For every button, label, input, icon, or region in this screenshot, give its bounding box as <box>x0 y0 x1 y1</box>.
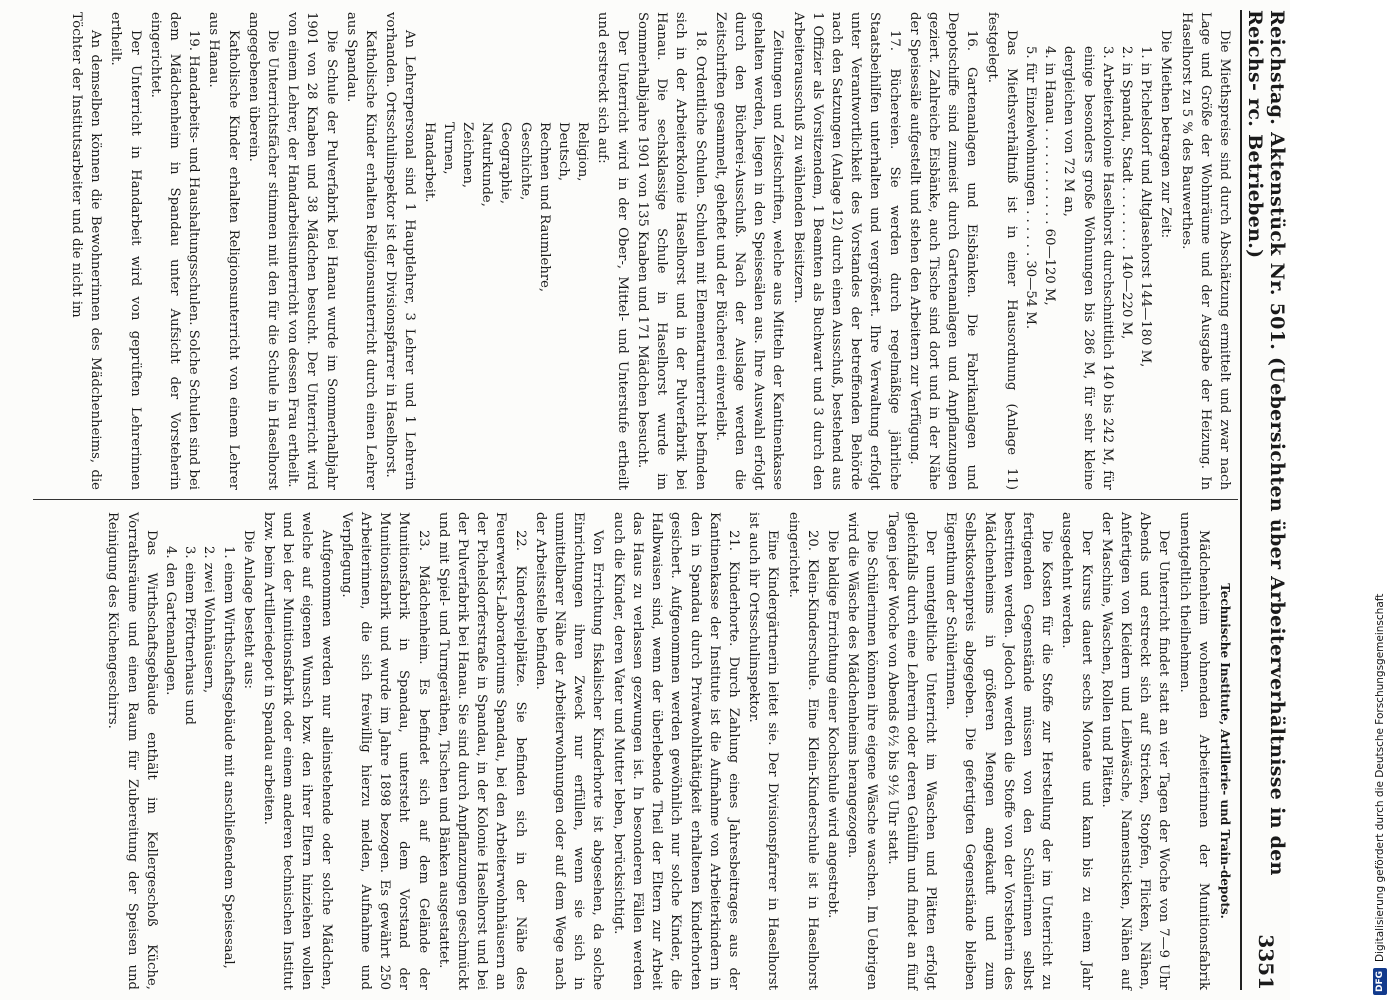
paragraph: Die baldige Errichtung einer Kochschule wird angestrebt. <box>824 530 840 919</box>
paragraph: Katholische Kinder erhalten Religionsunterricht durch einen Lehrer aus Spandau. <box>343 12 379 490</box>
header-rule <box>1240 10 1242 990</box>
paragraph: 3. einem Pförtnerhaus und <box>182 546 198 725</box>
paragraph: Die Schülerinnen können ihre eigene Wäsche waschen. Im Uebrigen wird die Wäsche des Mädchenheims herangezogen. <box>845 512 880 990</box>
paragraph: Die Miethen betragen zur Zeit: <box>1158 30 1174 239</box>
paragraph: 22. Kinderspielplätze. Sie befinden sich in der Nähe des Feuerwerks-Laboratoriums Spandau, bei den Arbeiterwohnhäusern an der Pichelsdorferstraße in Spandau, in der Kolonie Haselhorst und bei der Pulverfabrik bei Hanau. Sie sind durch Anpflanzungen geschmückt und mit Spiel- und Turngeräthen, Tischen und Bänken ausgestattet. <box>435 512 528 990</box>
paragraph: Der Kursus dauert sechs Monate und kann bis zu einem Jahr ausgedehnt werden. <box>1059 512 1094 990</box>
column-divider <box>33 499 1238 500</box>
paragraph: Zeichnen, <box>460 122 476 189</box>
digitization-note-text: Digitalisierung gefördert durch die Deutsche Forschungsgemeinschaft <box>1374 593 1386 962</box>
paragraph: Das Miethsverhältniß ist in einer Hausordnung (Anlage 11) festgelegt. <box>984 12 1019 490</box>
paragraph: Handarbeit. <box>421 122 437 203</box>
paragraph: 1. in Pichelsdorf und Altglasehorst 144—180 M, <box>1138 46 1154 368</box>
paragraph: Der Unterricht wird in der Ober-, Mittel- und Unterstufe ertheilt und erstreckt sich auf: <box>595 12 630 490</box>
paragraph: Geschichte, <box>517 122 533 201</box>
paragraph: Zeitungen und Zeitschriften, welche aus Mitteln der Kantinenkasse gehalten werden, liegen in den Speisesälen aus. Ihre Auswahl erfolgt durch den Bücherei-Ausschuß. Nach der Auslage werden die Zeitschriften gesammelt, geheftet und der Bücherei einverleibt. <box>712 12 786 490</box>
paragraph: Naturkunde, <box>479 122 495 207</box>
paragraph: Die Anlage besteht aus: <box>240 530 256 689</box>
paragraph: 18. Ordentliche Schulen. Schulen mit Elementarunterricht befinden sich in der Arbeiterkolonie Haselhorst und in der Pulverfabrik bei Hanau. Die sechsklassige Schule in Haselhorst wurde im Sommerhalbjahre 1901 von 135 Knaben und 171 Mädchen besucht. <box>634 12 708 490</box>
paragraph: 2. in Spandau, Stadt . . . . . . . . 140—220 M, <box>1118 46 1134 340</box>
paragraph: Die Miethspreise sind durch Abschätzung ermittelt und zwar nach Lage und Größe der Wohnräume und der Ausgabe der Heizung. In Haselhorst zu 5 % des Bauwerthes. <box>1178 12 1232 490</box>
left-column <box>66 12 1234 490</box>
paragraph: Rechnen und Raumlehre, <box>536 122 552 293</box>
page-number: 3351 <box>1254 934 1278 990</box>
paragraph: 19. Handarbeits- und Haushaltungsschulen. Solche Schulen sind bei dem Mädchenheim in Spandau unter Aufsicht der Vorsteherin eingerichtet. <box>147 12 202 490</box>
paragraph: Deutsch, <box>556 122 572 182</box>
paragraph: Der unentgeltliche Unterricht im Waschen und Plätten erfolgt gleichfalls durch eine Lehrerin oder deren Gehülfin und findet an fünf Tagen jeder Woche von Abends 6½ bis 9½ Uhr statt. <box>884 512 938 990</box>
page-header <box>1244 10 1288 990</box>
paragraph: Die Kosten für die Stoffe zur Herstellung der im Unterricht zu fertigenden Gegenstände müssen von den Schülerinnen selbst bestritten werden. Jedoch werden die Stoffe von der Vorsteherin des Mädchenheims in größeren Mengen angekauft und zum Selbstkostenpreis abgegeben. Die gefertigten Gegenstände bleiben Eigenthum der Schülerinnen. <box>943 512 1055 990</box>
paragraph: 2. zwei Wohnhäusern, <box>201 546 217 694</box>
paragraph: 1. einem Wirthschaftsgebäude mit anschließendem Speisesaal, <box>220 546 236 969</box>
dfg-logo-icon: DFG <box>1373 968 1387 995</box>
paragraph: An demselben können die Bewohnerinnen des Mädchenheims, die Töchter der Institutsarbeiter und die nicht im <box>69 12 104 490</box>
digitization-note <box>1368 10 1392 995</box>
paragraph: Das Wirthschaftsgebäude enthält im Kellergeschoß Küche, Vorrathsräume und einen Raum für Zubereitung der Speisen und Reinigung des Küchengeschirrs. <box>105 512 159 990</box>
paragraph: Geographie, <box>498 122 514 205</box>
paragraph: 4. in Hanau . . . . . . . . . . . . 60—120 M, <box>1042 46 1058 306</box>
paragraph: Mädchenheim wohnenden Arbeiterinnen der Munitionsfabrik unentgeltlich theilnehmen. <box>1176 512 1211 990</box>
paragraph: 3. Arbeiterkolonie Haselhorst durchschnittlich 140 bis 242 M, für einige besonders große Wohnungen bis 286 M, für sehr kleine dergleichen von 72 M an, <box>1061 46 1115 490</box>
section-heading: Technische Institute, Artillerie- und Train-depots. <box>1218 583 1232 919</box>
paragraph: An Lehrerpersonal sind 1 Hauptlehrer, 3 Lehrer und 1 Lehrerin vorhanden. Ortsschulinspektor ist der Divisionspfarrer in Haselhorst. <box>383 12 418 490</box>
paragraph: Eine Kindergärtnerin leitet sie. Der Divisionspfarrer in Haselhorst ist auch ihr Ortsschulinspektor. <box>746 512 781 990</box>
paragraph: 17. Büchereien. Sie werden durch regelmäßige jährliche Staatsbeihilfen unterhalten und vergrößert. Ihre Verwaltung erfolgt unter Verantwortlichkeit des Vorstandes der betreffenden Behörde nach den Satzungen (Anlage 12) durch einen Ausschuß, bestehend aus 1 Offizier als Vorsitzendem, 1 Beamten als Buchwart und 3 durch den Arbeiterausschuß zu wählenden Beisitzern. <box>790 12 902 490</box>
right-column <box>102 512 1234 990</box>
paragraph: Der Unterricht findet statt an vier Tagen der Woche von 7—9 Uhr Abends und erstreckt sich auf Stricken, Stopfen, Flicken, Nähen, Anfertigen von Kleidern und Leibwäsche, Namensticken, Nähen auf der Maschine, Waschen, Rollen und Plätten. <box>1098 512 1172 990</box>
paragraph: Von Errichtung fiskalischer Kinderhorte ist abgesehen, da solche Einrichtungen ihren Zweck nur erfüllen, wenn sie sich in unmittelbarer Nähe der Arbeiterwohnungen oder auf dem Wege nach der Arbeitsstelle befinden. <box>532 512 606 990</box>
paragraph: Der Unterricht in Handarbeit wird von geprüften Lehrerinnen ertheilt. <box>108 12 143 490</box>
paragraph: 23. Mädchenheim. Es befindet sich auf dem Gelände der Munitionsfabrik in Spandau, untersteht dem Vorstand der Munitionsfabrik und wurde im Jahre 1898 bezogen. Es gewährt 250 Arbeiterinnen, die sich freiwillig hierzu melden, Aufnahme und Verpflegung. <box>338 512 431 990</box>
paragraph: Religion, <box>575 122 591 182</box>
paragraph: 20. Klein-Kinderschule. Eine Klein-Kinderschule ist in Haselhorst eingerichtet. <box>785 512 820 990</box>
paragraph: Aufgenommen werden nur alleinstehende oder solche Mädchen, welche auf eigenen Wunsch bzw. den ihrer Eltern hinziehen wollen und bei der Munitionsfabrik oder einem anderen technischen Institut bzw. beim Artilleriedepot in Spandau arbeiten. <box>261 512 334 990</box>
paragraph: 16. Gartenanlagen und Eisbänken. Die Fabrikanlagen und Depotschiffe sind zumeist durch Gartenanlagen und Anpflanzungen geziert. Zahlreiche Eisbänke, auch Tische sind dort und in der Nähe der Speisesäle aufgestellt und stehen den Arbeitern zur Verfügung. <box>906 12 980 490</box>
paragraph: 21. Kinderhorte. Durch Zahlung eines Jahresbeitrages aus der Kantinenkasse der Institute ist die Aufnahme von Arbeiterkindern in den in Spandau durch Privatwohlthätigkeit erhaltenen Kinderhorten gesichert. Aufgenommen werden gewöhnlich nur solche Kinder, die Halbwaisen sind, wenn der überlebende Theil der Eltern zur Arbeit das Haus zu verlassen gezwungen ist. In besonderen Fällen werden auch die Kinder, deren Vater und Mutter leben, berücksichtigt. <box>610 512 741 990</box>
paragraph: Die Unterrichtsfächer stimmen mit den für die Schule in Haselhorst angegebenen überein. <box>245 12 281 490</box>
paragraph: Die Schule der Pulverfabrik bei Hanau wurde im Sommerhalbjahr 1901 von 28 Knaben und 38 Mädchen besucht. Der Unterricht wird von einem Lehrer, der Handarbeitsunterricht von dessen Frau ertheilt. <box>285 12 339 490</box>
paragraph: Katholische Kinder erhalten Religionsunterricht von einem Lehrer aus Hanau. <box>206 12 241 490</box>
paragraph: 5. für Einzelwohnungen . . . . . . 30—54 M. <box>1022 46 1038 330</box>
header-title: Reichstag. Aktenstück Nr. 501. (Uebersichten über Arbeiterverhältnisse in den Reichs- rc. Betrieben.) <box>1244 10 1288 876</box>
paragraph: 4. den Gartenanlagen. <box>163 546 179 696</box>
paragraph: Turnen, <box>440 122 456 175</box>
